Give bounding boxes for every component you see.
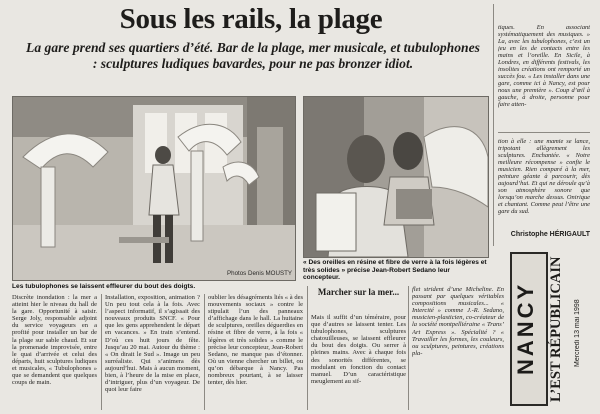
photo-caption-left: Les tubulophones se laissent effleurer du bout des doigts. <box>12 283 196 290</box>
column-rule <box>101 294 102 410</box>
section-rule <box>498 132 590 133</box>
sidebar-column-top <box>498 24 590 122</box>
photo-sculptor <box>303 96 489 258</box>
bleed-through-text <box>0 60 14 90</box>
photo-credit: Photos Denis MOUSTY <box>227 270 292 277</box>
publication-date: Mercredi 13 mai 1998 <box>574 299 581 367</box>
paragraph: Mais il suffit d’un téméraire, pour que d’autres se laissent tenter. Les tubulophones, sculptures chatouilleuses, se laissent effleurer du bout des doigts. Ou serrer à pleines mains. Avec à chaque fois des sonorités différentes, se modulant en fonction du contact manuel. D’un caractéristique meuglement au sif- <box>311 314 406 385</box>
standfirst: La gare prend ses quartiers d’été. Bar de la plage, mer musicale, et tubulophones : sculptures ludiques bavardes, pour ne pas bronzer idiot. <box>26 40 480 71</box>
column-rule <box>408 286 409 410</box>
column-rule <box>204 294 205 410</box>
photo-station-hall-image <box>13 97 295 280</box>
body-column-5 <box>412 286 504 412</box>
headline: Sous les rails, la plage <box>119 3 383 35</box>
paragraph: Installation, exposition, animation ? Un peu tout cela à la fois. Avec l’aspect informatif, il s’agissait des nouveaux produits SNCF. « Pour que les gens apprehendent le départ en vacances. » En train s’entend. D’où ces huit jours de fête. Jusqu’au 20 mai. Autour du thème : « On dirait le Sud ». Image un peu surréaliste. Qui s’animera dès aujourd’hui. Mais à aucun moment, bien, à l’heure de la mise en place, d’intriguer, plus d’un voyageur. De quoi leur faire <box>105 294 200 394</box>
column-rule <box>307 286 308 410</box>
sidebar-column-bottom <box>498 138 590 230</box>
photo-station-hall <box>12 96 296 281</box>
newspaper-name: L’EST RÉPUBLICAIN <box>548 256 564 402</box>
paragraph: oublier les désagréments liés « à des mouvements sociaux » contre le stipulait l’un des panneaux d’affichage dans le hall. La huitaine de sculptures, oreilles déguerdies en résine et fibre de verre, à la fois « légères et très solides » comme le précise leur concepteur, Jean-Robert Sedano, ne manque pas d’étonner. Où un vienne chercher un billet, ou qu’on débarque à Nancy. Pas nombreux pourtant, à se laisser tenter, dès hier. <box>208 294 303 387</box>
paragraph: Discrète inondation : la mer a atteint hier le niveau du hall de la gare. Opportunité à saisir. Serge Joly, responsable adjoint du service voyageurs en a profité pour installer un bar de la plage sur sable chaud. Et sur la promenade improvisée, entre le quai d’arrivée et celui des départs, huit sculptures ludiques et musicales, « Tubulophones » que se demandent que quelques coups de main. <box>12 294 97 387</box>
photo-caption-right: « Des oreilles en résine et fibre de verre à la fois légères et très solides » précise Jean-Robert Sedano leur concepteur. <box>303 259 487 282</box>
photo-sculptor-image <box>304 97 488 257</box>
paragraph: flet strident d’une Micheline. En passant par quelques véritables compositions musicales... « Intercité » comme J.-R. Sedano, musicien-plasticien, co-créateur de la société montpelliéraine « Trans’ Art Express ». Spécialité ? « Travailler les formes, les couleurs, ou sculptures, peintures, créations pla- <box>412 286 504 357</box>
body-column-2 <box>105 294 200 412</box>
paragraph: tion à elle : une mamie se lance, tripotant allègrement les sculptures. Enchantée. « Notre meilleure récompense » confie le musicien. Rien comparé à la mer, peinture géante à parcourir, dès aujourd’hui. Et qui ne déroule qu’à son atmosphère sonore que lorsqu’on marche dessus. Onirique et chantant. Comme peut l’être une gare du sud. <box>498 138 590 215</box>
body-column-1 <box>12 294 97 412</box>
body-column-3 <box>208 294 303 412</box>
subheading: Marcher sur la mer... <box>317 287 400 297</box>
author-byline: Christophe HÉRIGAULT <box>510 231 590 238</box>
column-rule <box>493 4 494 246</box>
body-column-4 <box>311 314 406 412</box>
paragraph: tiques. En associant systématiquement des musiques. » La, avec les tubulophones, c’est un jeu en les de contacts entre les mains et l’oreille. En Sicile, à Londres, en différents festivals, les insolites créations ont remporté un succès fou. « Les installer dans une gare, comme ici à Nancy, est pour nous une première ». Coup d’œil à gauche, à droite, personne pour faire atten- <box>498 24 590 108</box>
city-stamp: NANCY <box>513 281 538 375</box>
